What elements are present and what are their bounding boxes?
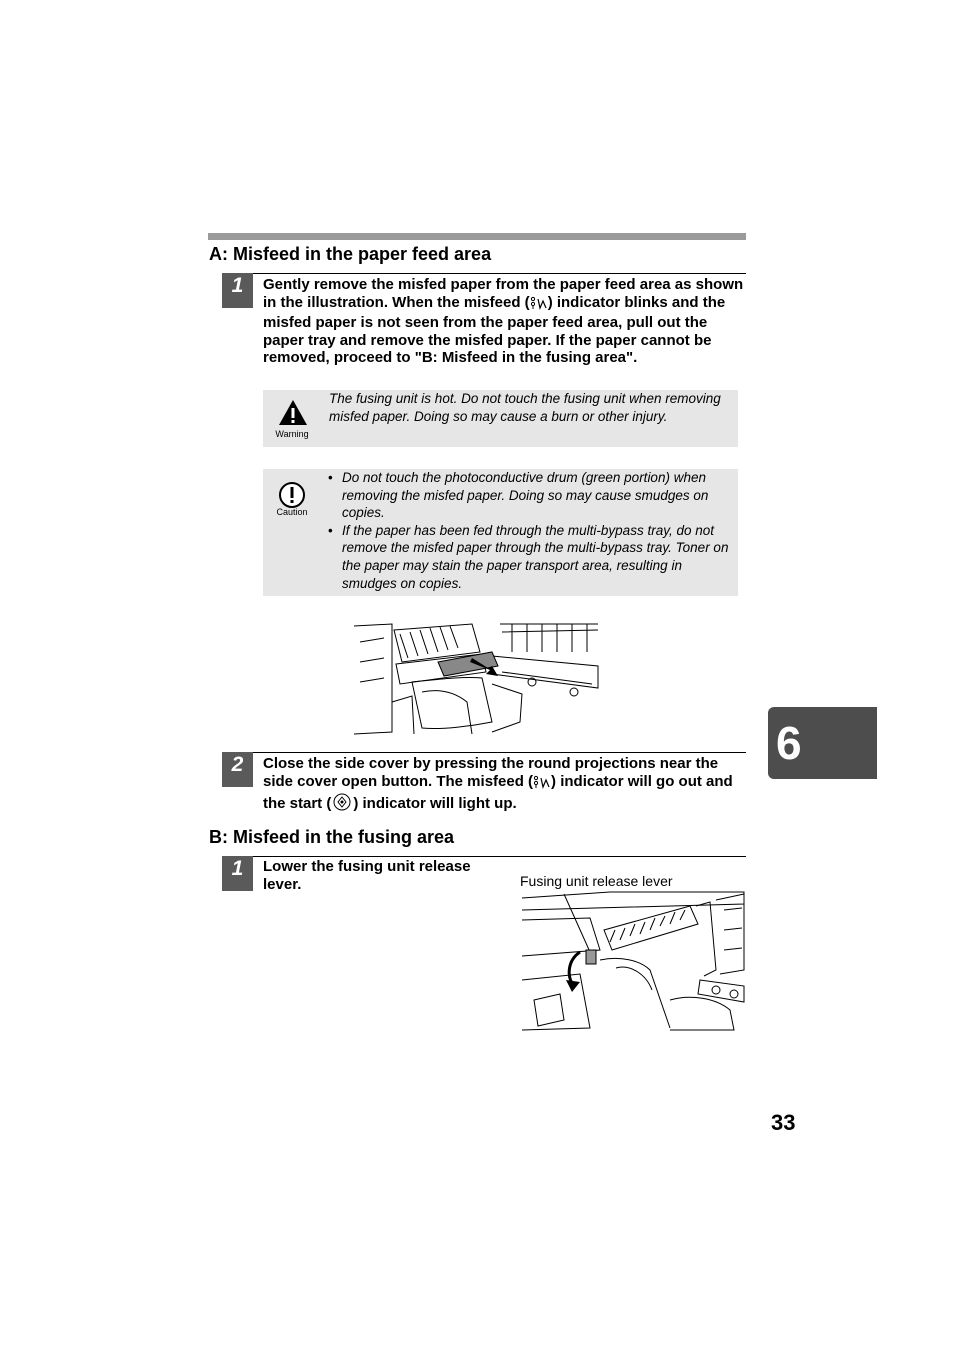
paper-feed-illustration (352, 622, 600, 736)
step-text: Close the side cover by pressing the round projections near the side cover open button. The misfeed ( (263, 755, 719, 790)
step-number-badge (222, 273, 253, 308)
step-number: 2 (231, 753, 244, 776)
section-a-heading: A: Misfeed in the paper feed area (209, 244, 492, 264)
step-text: ) indicator will go out and the start ( (263, 772, 733, 813)
step-text: Gently remove the misfed paper from the paper feed area as shown in the illustration. When the misfeed ( (263, 276, 744, 311)
step-2-instruction (263, 755, 745, 816)
step-text: ) indicator will light up. (353, 795, 517, 813)
step-number: 1 (231, 857, 244, 880)
step-1-instruction (263, 276, 745, 367)
list-item: • If the paper has been fed through the multi-bypass tray, do not remove the misfed paper through the multi-bypass tray. Toner on the paper may stain the paper transport area, resulting in smudges on copies. (328, 522, 733, 592)
misfeed-indicator-icon (530, 296, 548, 315)
step-text: ) indicator blinks and the misfed paper is not seen from the paper feed area, pull out the paper tray and remove the misfed paper. If the paper cannot be removed, proceed to "B: Misfeed in the fusing area". (263, 293, 726, 367)
step-number: 1 (231, 274, 244, 297)
section-top-bar (208, 233, 746, 240)
start-indicator-icon (331, 793, 353, 816)
warning-text: The fusing unit is hot. Do not touch the fusing unit when removing misfed paper. Doing so may cause a burn or other injury. (329, 391, 721, 424)
misfeed-indicator-icon (533, 775, 551, 794)
caution-list (328, 469, 733, 592)
figure-caption: Fusing unit release lever (520, 873, 673, 889)
section-b-heading: B: Misfeed in the fusing area (209, 827, 455, 847)
chapter-tab (768, 707, 877, 779)
page-number: 33 (771, 1110, 796, 1135)
step-divider (222, 273, 746, 274)
warning-note (263, 390, 738, 447)
caution-label: Caution (276, 507, 308, 517)
step-divider (222, 752, 746, 753)
fusing-unit-illustration (520, 890, 746, 1032)
chapter-number: 6 (776, 717, 802, 769)
warning-label: Warning (275, 429, 309, 439)
step-divider (222, 856, 746, 857)
warning-triangle-icon (278, 399, 308, 431)
step-number-badge (222, 752, 253, 787)
caution-note (263, 469, 738, 596)
step-b1-instruction: Lower the fusing unit release lever. (263, 858, 471, 893)
list-item: • Do not touch the photoconductive drum (green portion) when removing the misfed paper. Doing so may cause smudges on copies. (328, 469, 733, 522)
step-number-badge (222, 856, 253, 891)
